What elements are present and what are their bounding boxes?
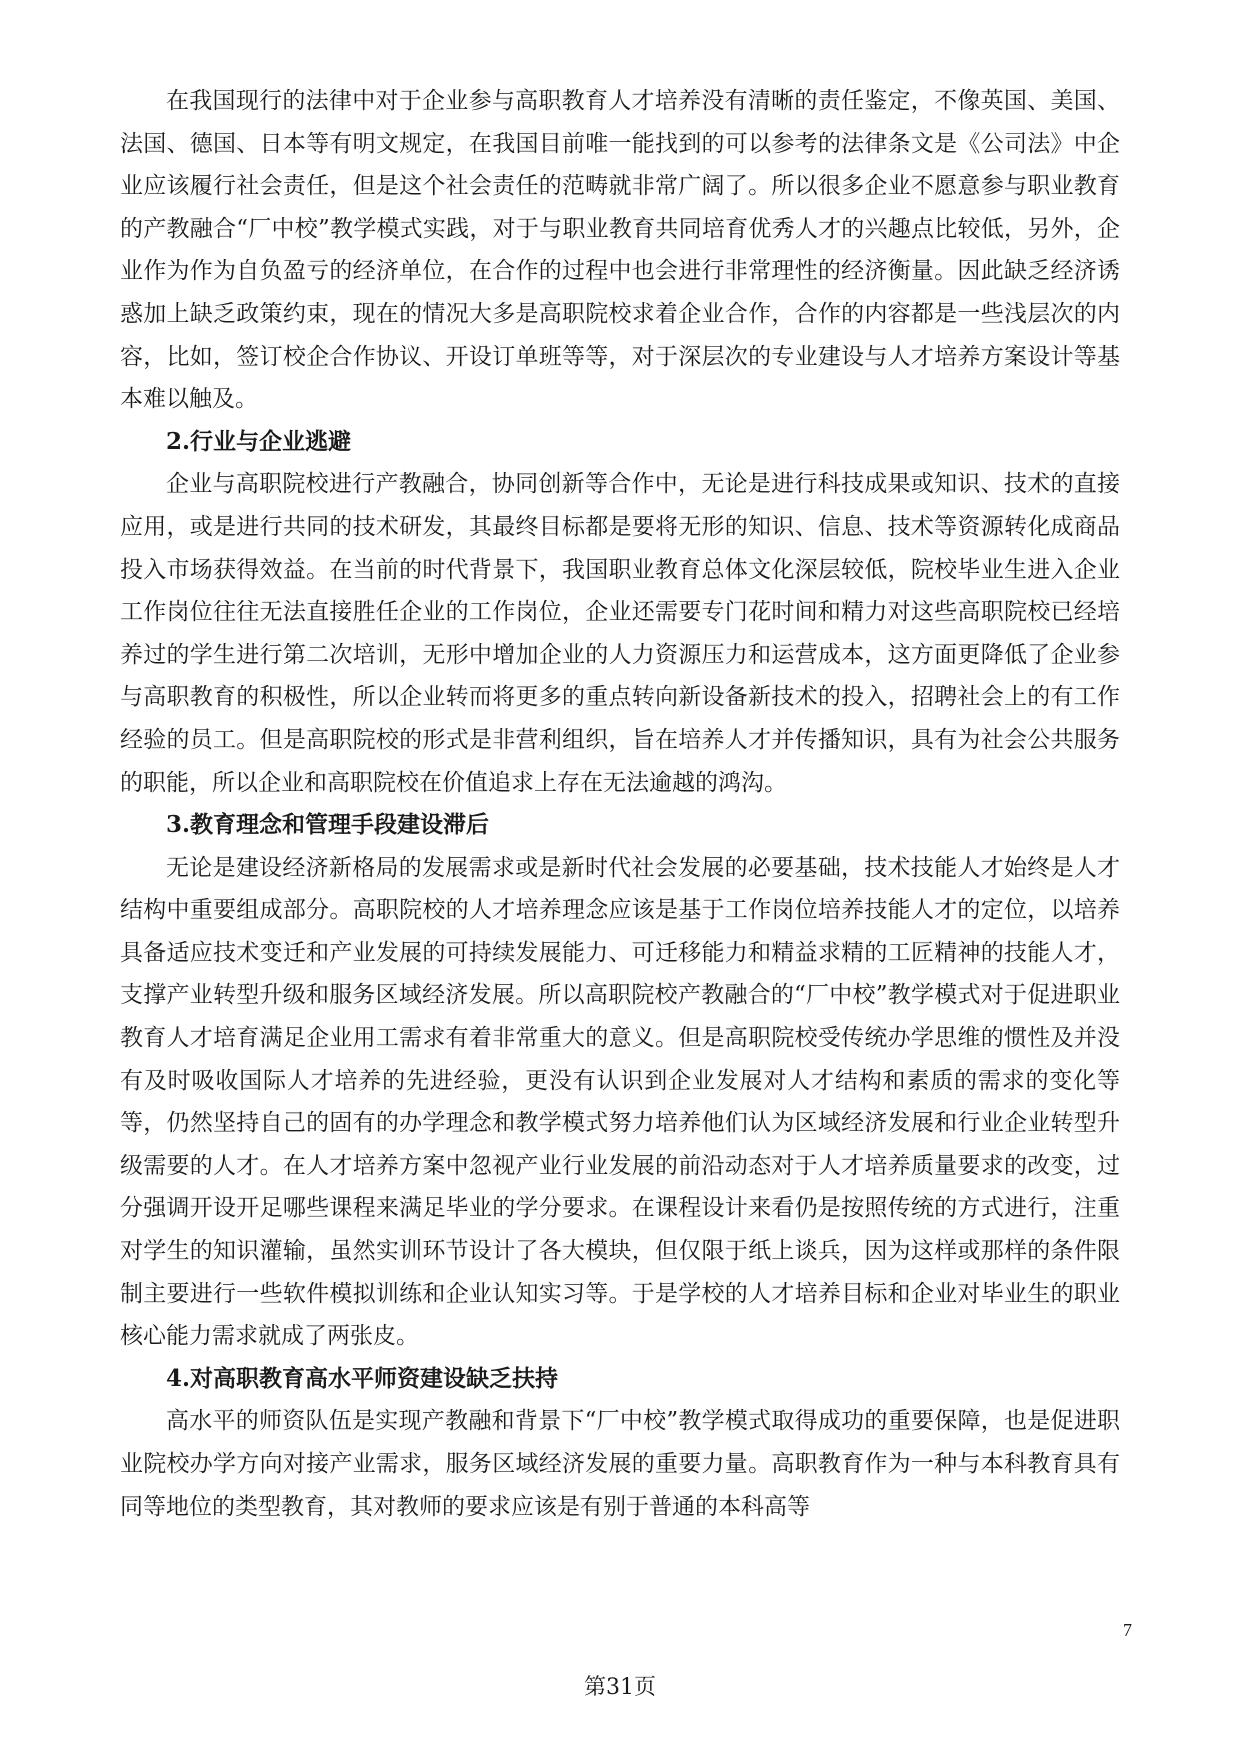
page-number: 7: [1123, 1620, 1132, 1640]
page-footer: 第31页: [584, 1675, 656, 1700]
section-heading-faculty-support: 4.对高职教育高水平师资建设缺乏扶持: [166, 1364, 559, 1392]
section-heading-education-philosophy: 3.教育理念和管理手段建设滞后: [166, 811, 490, 839]
paragraph-education-philosophy: 无论是建设经济新格局的发展需求或是新时代社会发展的必要基础，技术技能人才始终是人才结构中重要组成部分。高职院校的人才培养理念应该是基于工作岗位培养技能人才的定位，以培养具备适应技术变迁和产业发展的可持续发展能力、可迁移能力和精益求精的工匠精神的技能人才，支撑产业转型升级和服务区域经济发展。所以高职院校产教融合的“厂中校”教学模式对于促进职业教育人才培育满足企业用工需求有着非常重大的意义。但是高职院校受传统办学思维的惯性及并没有及时吸收国际人才培养的先进经验，更没有认识到企业发展对人才结构和素质的需求的变化等等，仍然坚持自己的固有的办学理念和教学模式努力培养他们认为区域经济发展和行业企业转型升级需要的人才。在人才培养方案中忽视产业行业发展的前沿动态对于人才培养质量要求的改变，过分强调开设开足哪些课程来满足毕业的学分要求。在课程设计来看仍是按照传统的方式进行，注重对学生的知识灌输，虽然实训环节设计了各大模块，但仅限于纸上谈兵，因为这样或那样的条件限制主要进行一些软件模拟训练和企业认知实习等。于是学校的人才培养目标和企业对毕业生的职业核心能力需求就成了两张皮。: [120, 854, 1120, 1350]
document-body: [120, 80, 1120, 1528]
section-heading-industry-avoidance: 2.行业与企业逃避: [166, 427, 352, 455]
paragraph-legal-responsibility: 在我国现行的法律中对于企业参与高职教育人才培养没有清晰的责任鉴定，不像英国、美国、法国、德国、日本等有明文规定，在我国目前唯一能找到的可以参考的法律条文是《公司法》中企业应该履行社会责任，但是这个社会责任的范畴就非常广阔了。所以很多企业不愿意参与职业教育的产教融合“厂中校”教学模式实践，对于与职业教育共同培育优秀人才的兴趣点比较低，另外，企业作为作为自负盈亏的经济单位，在合作的过程中也会进行非常理性的经济衡量。因此缺乏经济诱惑加上缺乏政策约束，现在的情况大多是高职院校求着企业合作，合作的内容都是一些浅层次的内容，比如，签订校企合作协议、开设订单班等等，对于深层次的专业建设与人才培养方案设计等基本难以触及。: [120, 88, 1120, 413]
paragraph-industry-avoidance: 企业与高职院校进行产教融合，协同创新等合作中，无论是进行科技成果或知识、技术的直接应用，或是进行共同的技术研发，其最终目标都是要将无形的知识、信息、技术等资源转化成商品投入市场获得效益。在当前的时代背景下，我国职业教育总体文化深层较低，院校毕业生进入企业工作岗位往往无法直接胜任企业的工作岗位，企业还需要专门花时间和精力对这些高职院校已经培养过的学生进行第二次培训，无形中增加企业的人力资源压力和运营成本，这方面更降低了企业参与高职教育的积极性，所以企业转而将更多的重点转向新设备新技术的投入，招聘社会上的有工作经验的员工。但是高职院校的形式是非营利组织，旨在培养人才并传播知识，具有为社会公共服务的职能，所以企业和高职院校在价值追求上存在无法逾越的鸿沟。: [120, 471, 1120, 796]
paragraph-faculty-support: 高水平的师资队伍是实现产教融和背景下“厂中校”教学模式取得成功的重要保障，也是促进职业院校办学方向对接产业需求，服务区域经济发展的重要力量。高职教育作为一种与本科教育具有同等地位的类型教育，其对教师的要求应该是有别于普通的本科高等: [120, 1408, 1120, 1520]
